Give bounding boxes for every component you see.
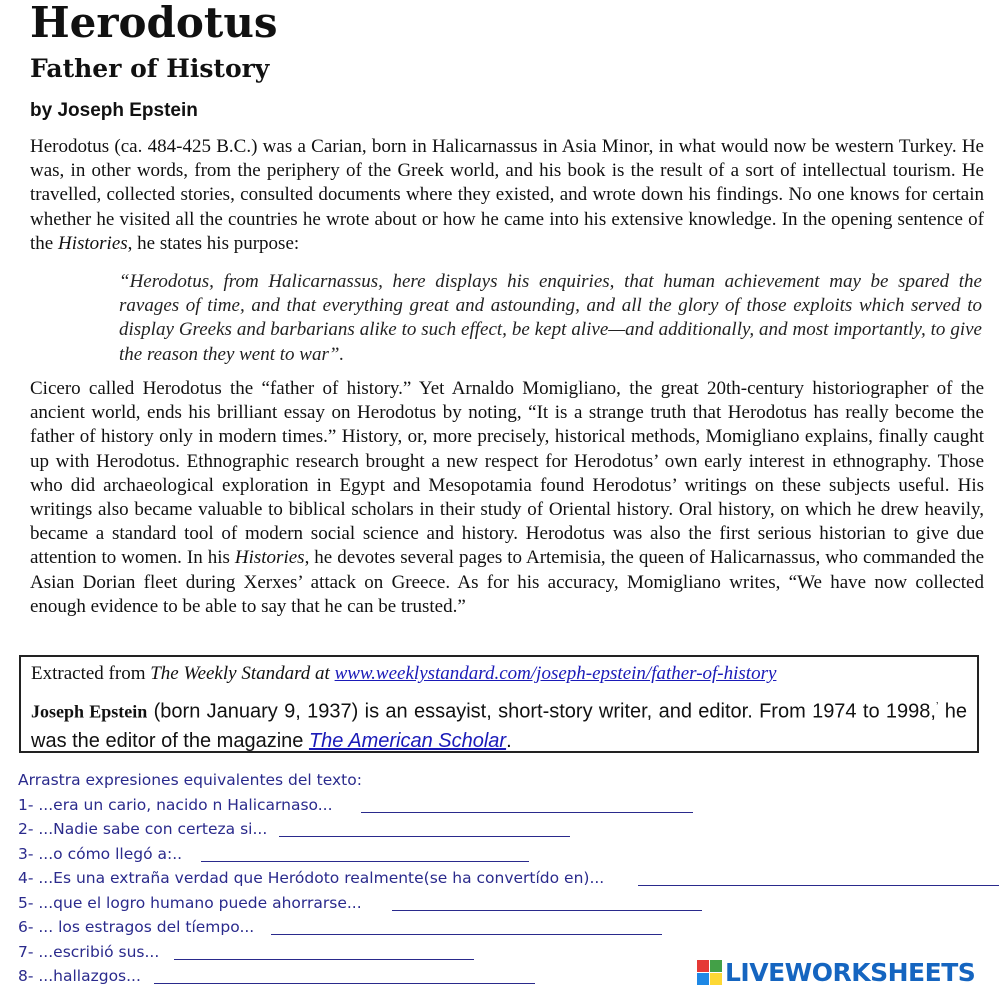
answer-blank-6[interactable] [271, 918, 662, 935]
histories-title: Histories [57, 232, 128, 254]
exercise-item [18, 891, 1000, 916]
bio-text-a: (born January 9, 1937) is an essayist, short-story writer, and editor. From 1974 to 1998, [147, 700, 936, 723]
block-quote: “Herodotus, from Halicarnassus, here displays his enquiries, that human achievement may be spared the ravages of time, and that everything great and astounding, and all the glory of those exploits which served to display Greeks and barbarians alike to such effect, be kept alive—and additionally, and most importantly, to give the reason they went to war”. [119, 271, 982, 365]
logo-mark-icon [697, 960, 722, 985]
answer-blank-4[interactable] [638, 869, 999, 886]
exercise-prompt: 1- ...era un cario, nacido n Halicarnaso... [18, 795, 333, 814]
answer-blank-7[interactable] [174, 943, 474, 960]
byline: by Joseph Epstein [30, 100, 198, 121]
exercise-prompt: 8- ...hallazgos... [18, 967, 141, 985]
answer-blank-5[interactable] [392, 894, 702, 911]
logo-square-blue [697, 973, 709, 985]
bio-end: . [506, 729, 512, 752]
exercise-instruction: Arrastra expresiones equivalentes del texto: [18, 771, 362, 789]
bio-text-b: he was the editor of the magazine [31, 700, 967, 752]
exercise-prompt: 6- ... los estragos del tíempo... [18, 918, 255, 936]
paragraph-main-text-a: Cicero called Herodotus the “father of history.” Yet Arnaldo Momigliano, the great 20th-century historiographer of the ancient world, ends his brilliant essay on Herodotus by noting, “It is a strange truth that Herodotus has really become the father of history only in modern times.” History, or, more precisely, historical methods, Momigliano explains, finally caught up with Herodotus. Ethnographic research brought a new respect for Herodotus’ own early interest in ethnography. Those who did archaeological exploration in Egypt and Mesopotamia found Herodotus’ writings on these subjects useful. His writings also became valuable to biblical scholars in their study of Oriental history. Oral history, on which he drew heavily, became a standard tool of modern social science and history. Herodotus was also the first serious historian to give due attention to women. In his [30, 378, 984, 569]
answer-blank-8[interactable] [154, 967, 535, 984]
publication-name: The Weekly Standard [150, 663, 311, 684]
exercise-item [18, 793, 1000, 818]
bio-mark: ʼ [935, 701, 939, 713]
exercise-prompt: 5- ...que el logro humano puede ahorrarse... [18, 893, 362, 912]
paragraph-intro-text-a: Herodotus (ca. 484-425 B.C.) was a Carian, born in Halicarnassus in Asia Minor, in what would now be western Turkey. He was, in other words, from the periphery of the Greek world, and his book is the result of a sort of intellectual tourism. He travelled, collected stories, consulted documents where they existed, and wrote down his findings. No one knows for certain whether he visited all the countries he wrote about or how he came into his extensive knowledge. In the opening sentence of the [30, 136, 984, 254]
logo-square-red [697, 960, 709, 972]
source-link[interactable]: www.weeklystandard.com/joseph-epstein/father-of-history [334, 663, 777, 684]
article-subtitle: Father of History [30, 54, 270, 83]
source-prefix: Extracted from [31, 663, 151, 684]
exercise-prompt: 7- ...escribió sus... [18, 942, 160, 961]
paragraph-intro [30, 135, 984, 256]
exercise-section [18, 768, 1000, 989]
answer-blank-2[interactable] [279, 820, 570, 837]
article-title: Herodotus [30, 0, 278, 47]
american-scholar-link[interactable]: The American Scholar [308, 729, 507, 752]
paragraph-main-text-b: , he devotes several pages to Artemisia, the queen of Halicarnassus, who commanded the Asian Dorian fleet during Xerxes’ attack on Greece. As for his accuracy, Momigliano writes, “We have now collected enough evidence to be able to say that he can be trusted.” [30, 547, 984, 617]
liveworksheets-logo[interactable] [697, 957, 975, 987]
exercise-prompt: 3- ...o cómo llegó a:.. [18, 844, 183, 863]
source-line [31, 661, 967, 687]
exercise-item [18, 915, 1000, 940]
logo-square-green [710, 960, 722, 972]
exercise-prompt: 4- ...Es una extraña verdad que Heródoto realmente(se ha convertído en)... [18, 869, 605, 887]
exercise-item [18, 817, 1000, 842]
author-bio [31, 693, 967, 756]
exercise-item [18, 842, 1000, 867]
paragraph-main [30, 377, 984, 619]
answer-blank-1[interactable] [361, 796, 693, 813]
histories-title: Histories [234, 547, 305, 569]
answer-blank-3[interactable] [201, 845, 529, 862]
source-at: at [310, 663, 335, 684]
bio-author-name: Joseph Epstein [31, 701, 148, 722]
paragraph-intro-text-b: , he states his purpose: [127, 232, 300, 254]
source-box [19, 655, 979, 753]
exercise-item [18, 866, 1000, 891]
exercise-prompt: 2- ...Nadie sabe con certeza si... [18, 820, 268, 838]
logo-text: LIVEWORKSHEETS [725, 957, 976, 987]
logo-square-yellow [710, 973, 722, 985]
